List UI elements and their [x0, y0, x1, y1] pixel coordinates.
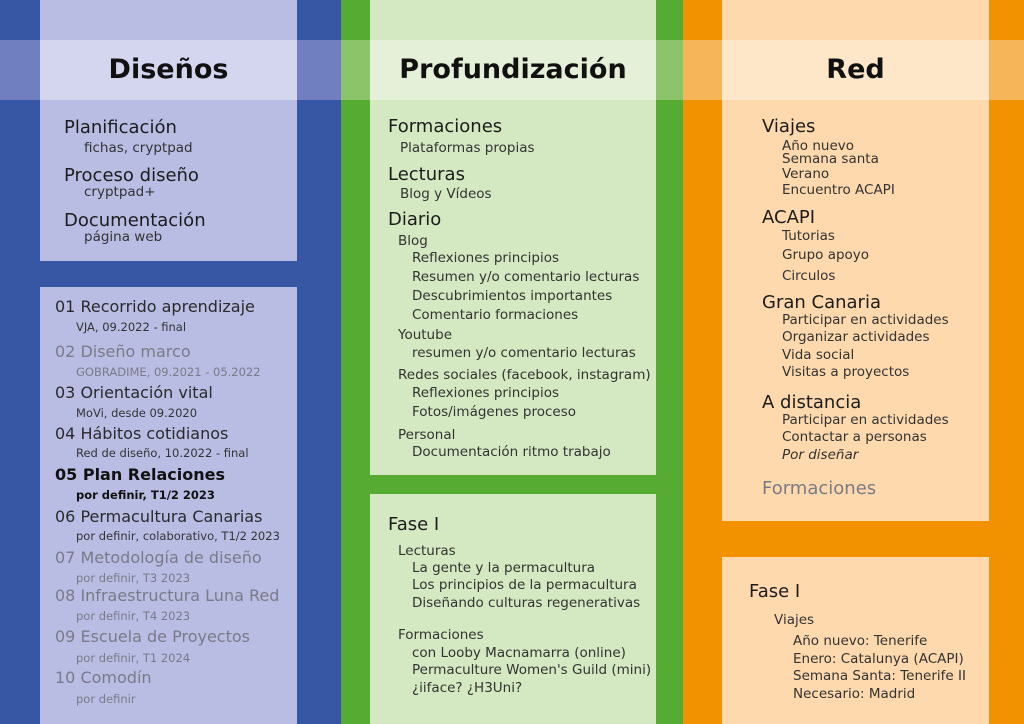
red-gc-item: Organizar actividades: [782, 329, 930, 345]
disenos-top-sub: fichas, cryptpad: [84, 140, 193, 156]
prof-youtube-title: Youtube: [398, 327, 452, 343]
prof-personal-title: Personal: [398, 427, 456, 443]
red-dist-item: Participar en actividades: [782, 412, 949, 428]
header-red: Red: [826, 54, 885, 85]
red-gc-title: Gran Canaria: [762, 292, 881, 313]
prof-formaciones-sub: Plataformas propias: [400, 140, 535, 156]
red-dist-item: Por diseñar: [782, 447, 859, 463]
red-fase-item: Necesario: Madrid: [793, 686, 916, 702]
design-item-title: 08 Infraestructura Luna Red: [55, 586, 280, 605]
prof-redes-item: Fotos/imágenes proceso: [412, 404, 577, 420]
prof-fase-lecturas-item: Diseñando culturas regenerativas: [412, 595, 641, 611]
disenos-top-title: Planificación: [64, 117, 177, 138]
red-acapi-item: Tutorias: [782, 228, 835, 244]
design-item-title: 06 Permacultura Canarias: [55, 507, 263, 526]
red-viajes-item: Semana santa: [782, 151, 879, 167]
red-dist-title: A distancia: [762, 392, 862, 413]
red-viajes-item: Encuentro ACAPI: [782, 182, 895, 198]
prof-blog-item: Comentario formaciones: [412, 307, 579, 323]
header-disenos: Diseños: [108, 54, 229, 85]
prof-fase-lecturas-item: La gente y la permacultura: [412, 560, 596, 576]
design-item-sub: por definir, T1 2024: [76, 651, 191, 665]
prof-fase-lecturas-item: Los principios de la permacultura: [412, 577, 637, 593]
design-item-sub: GOBRADIME, 09.2021 - 05.2022: [76, 365, 261, 379]
prof-blog-item: Resumen y/o comentario lecturas: [412, 269, 640, 285]
red-fase-item: Semana Santa: Tenerife II: [793, 668, 966, 684]
design-item-sub: Red de diseño, 10.2022 - final: [76, 446, 249, 460]
prof-fase-formaciones-item: Permaculture Women's Guild (mini): [412, 662, 652, 678]
prof-fase-title: Fase I: [388, 514, 440, 535]
prof-fase-formaciones-item: con Looby Macnamarra (online): [412, 645, 626, 661]
prof-redes-item: Reflexiones principios: [412, 385, 560, 401]
prof-fase-formaciones-item: ¿iiface? ¿H3Uni?: [412, 680, 523, 696]
design-item-sub: MoVi, desde 09.2020: [76, 406, 198, 420]
design-item-title: 09 Escuela de Proyectos: [55, 627, 250, 646]
red-acapi-title: ACAPI: [762, 207, 816, 228]
design-item-title: 05 Plan Relaciones: [55, 465, 225, 484]
red-gc-item: Vida social: [782, 347, 855, 363]
red-dist-item: Contactar a personas: [782, 429, 927, 445]
design-item-sub: por definir, colaborativo, T1/2 2023: [76, 529, 280, 543]
prof-blog-title: Blog: [398, 233, 428, 249]
disenos-top-title: Proceso diseño: [64, 165, 199, 186]
red-viajes-item: Año nuevo: [782, 138, 855, 154]
disenos-top-title: Documentación: [64, 210, 206, 231]
red-fase-item: Enero: Catalunya (ACAPI): [793, 651, 964, 667]
red-fase-item: Año nuevo: Tenerife: [793, 633, 928, 649]
design-item-title: 01 Recorrido aprendizaje: [55, 297, 255, 316]
prof-blog-item: Reflexiones principios: [412, 250, 560, 266]
red-acapi-item: Grupo apoyo: [782, 247, 870, 263]
header-profundizacion: Profundización: [399, 54, 627, 85]
design-item-sub: por definir, T1/2 2023: [76, 488, 215, 502]
prof-blog-item: Descubrimientos importantes: [412, 288, 613, 304]
design-item-sub: por definir, T4 2023: [76, 609, 191, 623]
prof-personal-item: Documentación ritmo trabajo: [412, 444, 611, 460]
prof-fase-formaciones-title: Formaciones: [398, 627, 484, 643]
prof-youtube-item: resumen y/o comentario lecturas: [412, 345, 636, 361]
prof-fase-lecturas-title: Lecturas: [398, 543, 456, 559]
red-formaciones-title: Formaciones: [762, 478, 877, 499]
prof-redes-title: Redes sociales (facebook, instagram): [398, 367, 651, 383]
red-fase-title: Fase I: [749, 581, 801, 602]
design-item-sub: por definir: [76, 692, 136, 706]
red-fase-viajes-title: Viajes: [774, 612, 815, 628]
disenos-top-sub: cryptpad+: [84, 184, 156, 200]
red-viajes-item: Verano: [782, 166, 830, 182]
design-item-title: 02 Diseño marco: [55, 342, 191, 361]
design-item-title: 04 Hábitos cotidianos: [55, 424, 229, 443]
prof-formaciones-title: Formaciones: [388, 116, 503, 137]
design-item-sub: por definir, T3 2023: [76, 571, 191, 585]
prof-diario-title: Diario: [388, 209, 442, 230]
red-viajes-title: Viajes: [762, 116, 816, 137]
prof-lecturas-sub: Blog y Vídeos: [400, 186, 492, 202]
prof-lecturas-title: Lecturas: [388, 164, 465, 185]
red-gc-item: Participar en actividades: [782, 312, 949, 328]
design-item-title: 03 Orientación vital: [55, 383, 213, 402]
design-item-title: 07 Metodología de diseño: [55, 548, 262, 567]
disenos-top-sub: página web: [84, 229, 163, 245]
design-item-sub: VJA, 09.2022 - final: [76, 320, 187, 334]
design-item-title: 10 Comodín: [55, 668, 152, 687]
red-gc-item: Visitas a proyectos: [782, 364, 910, 380]
red-acapi-item: Circulos: [782, 268, 836, 284]
